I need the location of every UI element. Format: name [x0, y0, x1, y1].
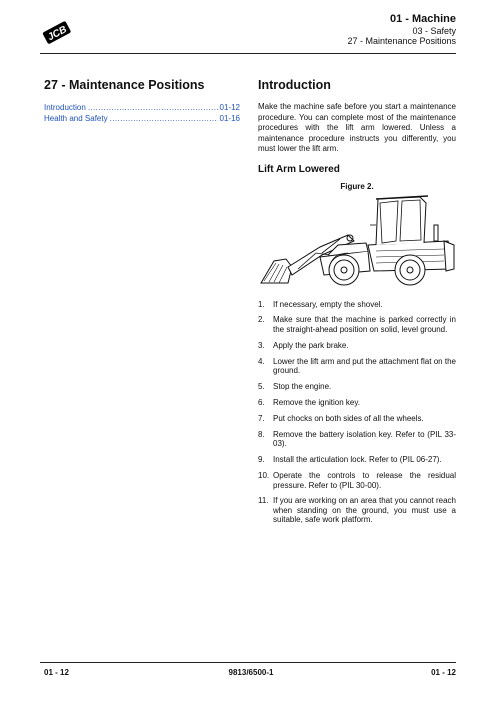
step-text: Install the articulation lock. Refer to (PIL 06-27).: [273, 455, 442, 465]
wheel-loader-illustration: [258, 195, 456, 287]
toc-label: Health and Safety: [44, 114, 108, 123]
list-item: [258, 471, 456, 490]
step-number: 5.: [258, 382, 265, 392]
list-item: [258, 300, 456, 310]
subsection-heading: Lift Arm Lowered: [258, 163, 340, 175]
step-number: 7.: [258, 413, 265, 423]
section-title: 03 - Safety: [412, 26, 456, 36]
main-content: [258, 78, 456, 531]
chapter-title: 01 - Machine: [389, 13, 456, 25]
step-text: Make sure that the machine is parked correctly in the straight-ahead position on solid, level ground.: [273, 315, 456, 334]
list-item: [258, 382, 456, 392]
step-text: Lower the lift arm and put the attachment flat on the ground.: [273, 356, 456, 376]
list-item: [258, 496, 456, 525]
toc-leader: [88, 102, 218, 113]
toc-label: Introduction: [44, 103, 86, 112]
page-header: [347, 13, 456, 46]
procedure-steps: [258, 300, 456, 525]
toc-leader: [110, 113, 218, 124]
step-number: 6.: [258, 397, 265, 407]
toc-page: 01-16: [219, 114, 240, 123]
list-item: [258, 341, 456, 351]
list-item: [258, 315, 456, 334]
list-item: [258, 398, 456, 408]
step-text: If necessary, empty the shovel.: [273, 299, 383, 309]
subsection-title: 27 - Maintenance Positions: [347, 36, 456, 46]
toc-link-health-and-safety[interactable]: [44, 113, 240, 124]
intro-paragraph: Make the machine safe before you start a maintenance procedure. You can complete most of the maintenance procedures with the lift arm lowered. Unless a maintenance procedure instructs you differently, you must lower the lift arm.: [258, 102, 456, 153]
step-number: 10.: [258, 471, 270, 481]
step-text: Remove the ignition key.: [273, 397, 361, 407]
list-item: [258, 357, 456, 376]
step-text: Operate the controls to release the residual pressure. Refer to (PIL 30-00).: [273, 471, 456, 490]
header-divider: [40, 53, 456, 54]
logo-text: JCB: [45, 24, 69, 44]
toc-link-introduction[interactable]: [44, 102, 240, 113]
step-text: Put chocks on both sides of all the wheels.: [273, 413, 424, 423]
step-text: Stop the engine.: [273, 382, 332, 392]
step-number: 11.: [258, 496, 269, 506]
step-text: Apply the park brake.: [273, 340, 349, 350]
step-number: 1.: [258, 299, 265, 309]
footer-document-number: 9813/6500-1: [228, 668, 274, 677]
step-number: 4.: [258, 356, 265, 366]
table-of-contents: [44, 78, 240, 124]
toc-page: 01-12: [219, 103, 240, 112]
step-text: Remove the battery isolation key. Refer to (PIL 33-03).: [273, 429, 456, 449]
footer-divider: [40, 662, 456, 663]
step-text: If you are working on an area that you cannot reach when standing on the ground, you must use a suitable, safe work platform.: [273, 496, 456, 525]
jcb-logo: [40, 20, 74, 46]
list-item: [258, 414, 456, 424]
footer-page-left: 01 - 12: [44, 668, 69, 677]
step-number: 3.: [258, 340, 265, 350]
section-heading: Introduction: [258, 78, 331, 92]
list-item: [258, 455, 456, 465]
step-number: 2.: [258, 315, 265, 325]
step-number: 9.: [258, 455, 265, 465]
toc-heading: 27 - Maintenance Positions: [44, 78, 205, 92]
step-number: 8.: [258, 429, 265, 439]
list-item: [258, 430, 456, 449]
figure-caption: Figure 2.: [340, 181, 374, 191]
footer-page-right: 01 - 12: [431, 668, 456, 677]
